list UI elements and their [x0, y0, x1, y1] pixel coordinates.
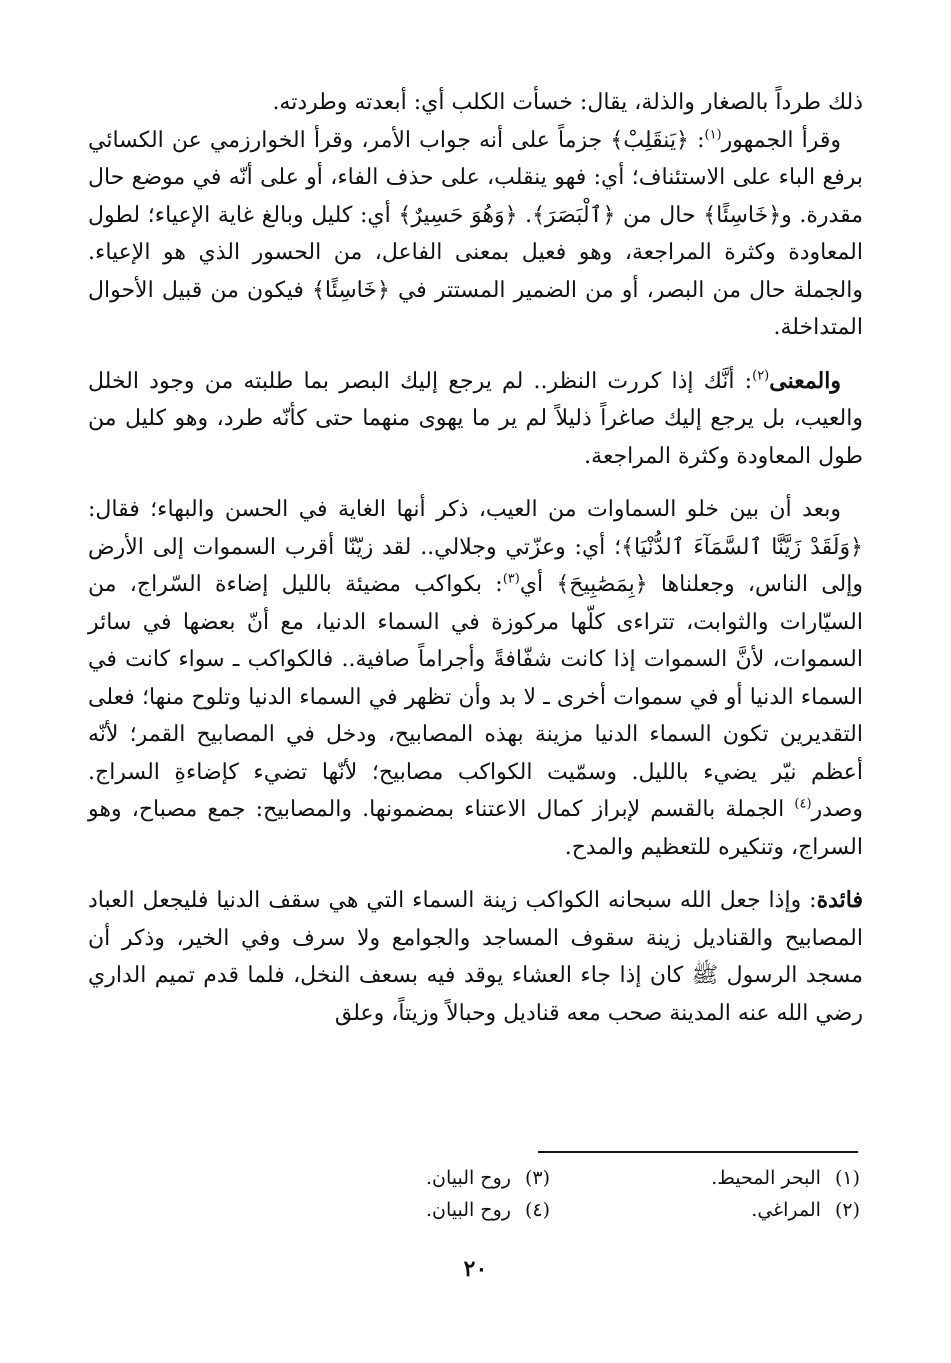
footnote-text: روح البيان.: [425, 1199, 511, 1221]
paragraph-meaning-text: : أنَّك إذا كررت النظر.. لم يرجع إليك البصر بما طلبته من وجود الخلل والعيب، بل يرجع إليك صاغراً ذليلاً لم ير ما يهوى منهما حتى كأنّه طرد، وهو كليل من طول المعاودة وكثرة المراجعة.: [88, 368, 863, 469]
lead-word: والمعنى: [769, 367, 841, 394]
footnote-number: (٢): [834, 1199, 860, 1221]
footnote-number: (١): [834, 1167, 860, 1189]
benefit-label: فائدة: [816, 887, 863, 913]
footnote-text: روح البيان.: [425, 1167, 511, 1189]
footnote-text: المراغي.: [751, 1199, 821, 1221]
paragraph-readings: وقرأ الجمهور$^{(١)}$: ﴿يَنقَلِبْ﴾ جزماً على أنه جواب الأمر، وقرأ الخوارزمي عن الكسائي برفع الباء على الاستئناف؛ أي: فهو ينقلب، على حذف الفاء، أو على أنّه في موضع حال مقدرة. و﴿خَاسِئًا﴾ حال من ﴿ٱلْبَصَرَ﴾. ﴿وَهُوَ حَسِيرٌ﴾ أي: كليل وبالغ غاية الإعياء؛ لطول المعاودة وكثرة المراجعة، وهو فعيل بمعنى الفاعل، من الحسور الذي هو الإعياء. والجملة حال من البصر، أو من الضمير المستتر في ﴿خَاسِئًا﴾ فيكون من قبيل الأحوال المتداخلة.: [88, 127, 863, 340]
footnote-divider: [538, 1151, 858, 1153]
footnote-ref-2[interactable]: (٢): [752, 368, 770, 384]
footnote-number: (٤): [524, 1199, 550, 1221]
footnote-ref-3[interactable]: (٣): [502, 571, 520, 587]
page-body: [88, 84, 863, 1032]
paragraph-continuation: ذلك طرداً بالصغار والذلة، يقال: خسأت الكلب أي: أبعدته وطردته.: [272, 90, 863, 115]
footnote-ref-4[interactable]: (٤): [794, 796, 812, 812]
footnote-number: (٣): [524, 1167, 550, 1189]
footnotes: [300, 1165, 860, 1223]
footnote-1: [610, 1165, 860, 1191]
paragraph-meaning: [88, 363, 863, 476]
page-number: ٢٠: [463, 1256, 488, 1282]
paragraph-benefit: [88, 882, 863, 1032]
footnote-text: البحر المحيط.: [711, 1167, 821, 1189]
footnote-4: [300, 1197, 550, 1223]
footnote-3: [300, 1165, 550, 1191]
footnote-ref-1[interactable]: (١): [704, 127, 722, 143]
paragraph-heavens: وبعد أن بين خلو السماوات من العيب، ذكر أنها الغاية في الحسن والبهاء؛ فقال: ﴿وَلَقَدْ زَيَّنَّا ٱلسَّمَآءَ ٱلدُّنْيَا﴾؛ أي: وعزّتي وجلالي.. لقد زيّنّا أقرب السموات إلى الأرض وإلى الناس، وجعلناها ﴿بِمَصَٰبِيحَ﴾ أي$^{(٣)}$: بكواكب مضيئة بالليل إضاءة السّراج، من السيّارات والثوابت، تتراءى كلّها مركوزة في السماء الدنيا، مع أنّ بعضها في سائر السموات، لأنَّ السموات إذا كانت شفّافةً وأجراماً صافية.. فالكواكب ـ سواء كانت في السماء الدنيا أو في سموات أخرى ـ لا بد وأن تظهر في السماء الدنيا وتلوح منها؛ فعلى التقديرين تكون السماء الدنيا مزينة بهذه المصابيح، ودخل في المصابيح القمر؛ لأنّه أعظم نيّر يضيء بالليل. وسمّيت الكواكب مصابيح؛ لأنّها تضيء كإضاءةِ السراج. وصدر$^{(٤)}$ الجملة بالقسم لإبراز كمال الاعتناء بمضمونها. والمصابيح: جمع مصباح، وهو السراج، وتنكيره للتعظيم والمدح.: [88, 497, 864, 860]
footnote-2: [610, 1197, 860, 1223]
paragraph-benefit-text: : وإذا جعل الله سبحانه الكواكب زينة السماء التي هي سقف الدنيا فليجعل العباد المصابيح والقناديل زينة سقوف المساجد والجوامع ولا سرف وفي الخير، وذكر أن مسجد الرسول ﷺ كان إذا جاء العشاء يوقد فيه بسعف النخل، فلما قدم تميم الداري رضي الله عنه المدينة صحب معه قناديل وحبالاً وزيتاً، وعلق: [88, 888, 863, 1026]
